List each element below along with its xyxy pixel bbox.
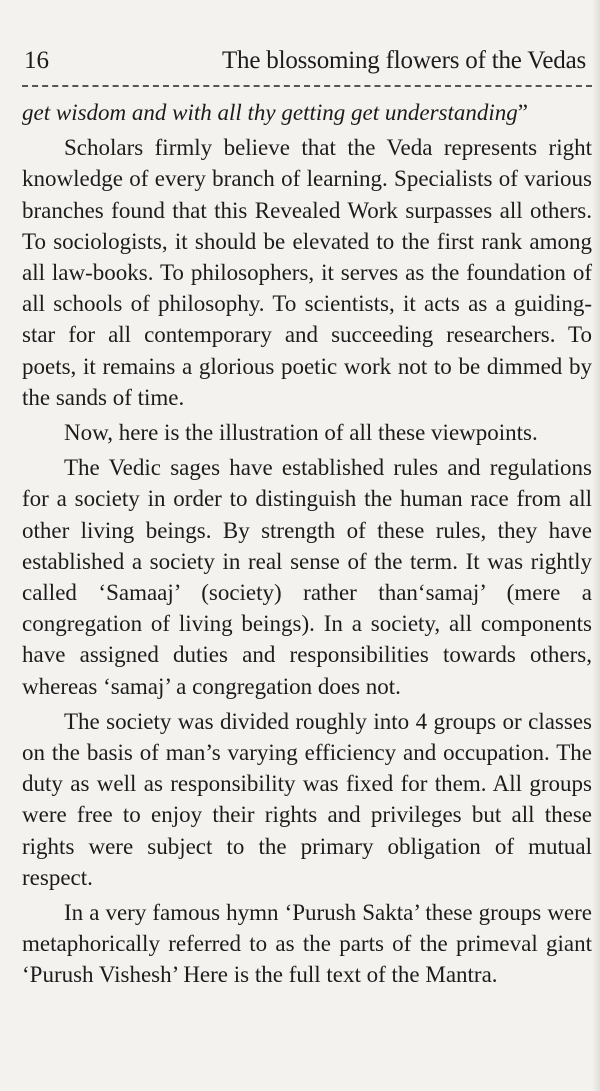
paragraph-vedic-sages: The Vedic sages have established rules and regulations for a society in order to distinguish the human race from all other living beings. By strength of these rules, they have established a society in real sense of the term. It was rightly called ‘Samaaj’ (society) rather than‘samaj’ (mere a congregation of living beings). In a society, all components have assigned duties and responsibilities towards others, whereas ‘samaj’ a congregation does not.: [22, 455, 592, 699]
paragraph-scholars: Scholars firmly believe that the Veda represents right knowledge of every branch of learning. Specialists of various branches found that this Revealed Work surpasses all others. To sociologists, it should be elevated to the first rank among all law-books. To philosophers, it serves as the foundation of all schools of philosophy. To scientists, it acts as a guiding-star for all contemporary and succeeding researchers. To poets, it remains a glorious poetic work not to be dimmed by the sands of time.: [22, 135, 592, 410]
body-text: [22, 97, 592, 991]
running-title: The blossoming flowers of the Vedas: [221, 47, 586, 74]
paragraph-illustration: Now, here is the illustration of all these viewpoints.: [64, 420, 538, 446]
book-page: [22, 46, 592, 995]
quote-close: ”: [517, 100, 528, 125]
paragraph-society-groups: The society was divided roughly into 4 groups or classes on the basis of man’s varying efficiency and occupation. The duty as well as responsibility was fixed for them. All groups were free to enjoy their rights and privileges but all these rights were subject to the primary obligation of mutual respect.: [22, 708, 592, 890]
header-rule: [22, 85, 592, 87]
paragraph-purush-sakta: In a very famous hymn ‘Purush Sakta’ these groups were metaphorically referred to as the parts of the primeval giant ‘Purush Vishesh’ Here is the full text of the Mantra.: [22, 900, 592, 988]
paragraph-continuation: [22, 97, 592, 128]
page-edge-shadow: [592, 0, 600, 1091]
page-header: [22, 46, 592, 76]
quote-italic: get wisdom and with all thy getting get understanding: [22, 100, 518, 125]
page-number: 16: [24, 47, 49, 74]
